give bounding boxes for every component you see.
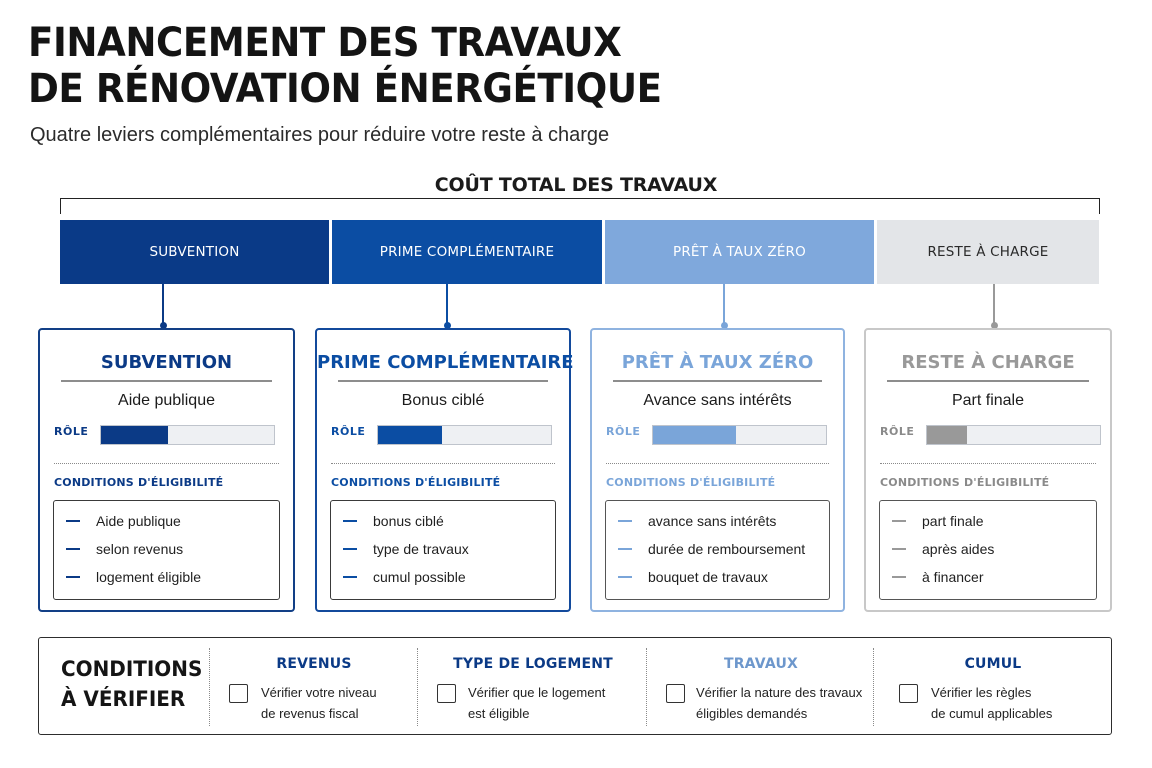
conditions-label: CONDITIONS D'ÉLIGIBILITÉ: [331, 476, 501, 489]
column-separator: [209, 648, 210, 726]
role-label: RÔLE: [880, 425, 915, 438]
card-subvention: [38, 328, 295, 612]
card-title: RESTE À CHARGE: [901, 352, 1075, 373]
check-text-logement: [468, 682, 605, 724]
condition-item: [66, 567, 201, 587]
card-title: SUBVENTION: [100, 352, 233, 373]
connector-pret: [723, 284, 725, 326]
check-column-title-cumul: CUMUL: [964, 656, 1022, 672]
dash-icon: [343, 548, 357, 550]
dash-icon: [66, 576, 80, 578]
dash-icon: [892, 520, 906, 522]
dotted-divider: [606, 463, 829, 464]
condition-text: selon revenus: [96, 541, 184, 557]
dash-icon: [618, 576, 632, 578]
conditions-label: CONDITIONS D'ÉLIGIBILITÉ: [880, 476, 1050, 489]
dash-icon: [66, 548, 80, 550]
check-text-line-2: de cumul applicables: [931, 706, 1053, 721]
role-bar-fill: [101, 426, 168, 444]
condition-item: [618, 511, 776, 531]
conditions-checklist: [38, 637, 1112, 735]
conditions-label: CONDITIONS D'ÉLIGIBILITÉ: [606, 476, 776, 489]
card-description: Aide publique: [118, 392, 215, 409]
total-cost-bracket: [60, 198, 1100, 214]
total-cost-label-wrap: [0, 174, 1152, 196]
condition-item: [66, 511, 181, 531]
condition-text: Aide publique: [96, 513, 181, 529]
page-title: [28, 20, 662, 112]
condition-item: [343, 511, 444, 531]
dash-icon: [892, 576, 906, 578]
check-text-revenus: [261, 682, 377, 724]
check-text-line-2: est éligible: [468, 706, 530, 721]
role-label: RÔLE: [54, 425, 89, 438]
condition-item: [892, 567, 983, 587]
segment-label: RESTE À CHARGE: [927, 244, 1049, 260]
condition-text: bouquet de travaux: [648, 569, 768, 585]
dotted-divider: [880, 463, 1096, 464]
card-divider: [338, 380, 548, 382]
role-bar-fill: [653, 426, 736, 444]
condition-item: [892, 511, 983, 531]
checkbox-revenus[interactable]: [229, 684, 248, 703]
conditions-label: CONDITIONS D'ÉLIGIBILITÉ: [54, 476, 224, 489]
card-divider: [613, 380, 822, 382]
card-title: PRIME COMPLÉMENTAIRE: [317, 352, 574, 373]
conditions-box: [605, 500, 830, 600]
dash-icon: [343, 520, 357, 522]
check-text-line-2: éligibles demandés: [696, 706, 808, 721]
role-label: RÔLE: [331, 425, 366, 438]
condition-item: [892, 539, 994, 559]
card-reste-a-charge: [864, 328, 1112, 612]
dash-icon: [618, 548, 632, 550]
role-bar: [926, 425, 1101, 445]
role-bar: [652, 425, 827, 445]
segment-label: PRIME COMPLÉMENTAIRE: [379, 244, 555, 260]
connector-reste: [993, 284, 995, 326]
check-column-title-travaux: TRAVAUX: [723, 656, 799, 672]
card-title: PRÊT À TAUX ZÉRO: [621, 352, 814, 373]
dash-icon: [66, 520, 80, 522]
card-description: Bonus ciblé: [401, 392, 485, 409]
check-text-line-1: Vérifier que le logement: [468, 685, 606, 700]
segment-prime-complementaire: [332, 220, 602, 284]
segment-pret-taux-zero: [605, 220, 874, 284]
checklist-title: [61, 654, 202, 714]
check-text-line-2: de revenus fiscal: [261, 706, 359, 721]
card-pret-taux-zero: [590, 328, 845, 612]
check-text-travaux: [696, 682, 862, 724]
dash-icon: [343, 576, 357, 578]
checkbox-logement[interactable]: [437, 684, 456, 703]
card-prime-complementaire: [315, 328, 574, 612]
conditions-box: [53, 500, 280, 600]
condition-text: part finale: [922, 513, 984, 529]
condition-text: durée de remboursement: [648, 541, 806, 557]
condition-text: bonus ciblé: [373, 513, 444, 529]
connector-subvention: [162, 284, 164, 326]
dash-icon: [892, 548, 906, 550]
conditions-box: [879, 500, 1097, 600]
segment-label: PRÊT À TAUX ZÉRO: [673, 244, 806, 260]
checklist-title-line-2: À VÉRIFIER: [61, 687, 186, 711]
condition-text: cumul possible: [373, 569, 466, 585]
condition-item: [343, 567, 466, 587]
column-separator: [417, 648, 418, 726]
condition-text: après aides: [922, 541, 995, 557]
segment-label: SUBVENTION: [149, 244, 240, 260]
condition-text: avance sans intérêts: [648, 513, 777, 529]
title-line-1: FINANCEMENT DES TRAVAUX: [28, 20, 622, 66]
conditions-box: [330, 500, 556, 600]
condition-item: [343, 539, 469, 559]
page-subtitle: Quatre leviers complémentaires pour réduire votre reste à charge: [30, 124, 610, 146]
card-divider: [887, 380, 1089, 382]
condition-text: type de travaux: [373, 541, 469, 557]
check-text-line-1: Vérifier la nature des travaux: [696, 685, 863, 700]
condition-text: à financer: [922, 569, 984, 585]
role-bar-fill: [927, 426, 967, 444]
check-text-line-1: Vérifier votre niveau: [261, 685, 377, 700]
card-description: Part finale: [951, 392, 1025, 409]
condition-item: [618, 539, 805, 559]
dash-icon: [618, 520, 632, 522]
segment-subvention: [60, 220, 329, 284]
checkbox-travaux[interactable]: [666, 684, 685, 703]
condition-item: [66, 539, 183, 559]
check-column-title-revenus: REVENUS: [276, 656, 352, 672]
role-bar-fill: [378, 426, 442, 444]
role-bar: [100, 425, 275, 445]
card-description: Avance sans intérêts: [643, 392, 792, 409]
title-line-2: DE RÉNOVATION ÉNERGÉTIQUE: [28, 66, 662, 112]
check-text-line-1: Vérifier les règles: [931, 685, 1032, 700]
role-label: RÔLE: [606, 425, 641, 438]
connector-prime: [446, 284, 448, 326]
dotted-divider: [54, 463, 279, 464]
total-cost-label: COÛT TOTAL DES TRAVAUX: [423, 174, 729, 196]
dotted-divider: [331, 463, 555, 464]
checklist-title-line-1: CONDITIONS: [61, 657, 203, 681]
checkbox-cumul[interactable]: [899, 684, 918, 703]
card-divider: [61, 380, 272, 382]
role-bar: [377, 425, 552, 445]
check-column-title-logement: TYPE DE LOGEMENT: [453, 656, 613, 672]
condition-text: logement éligible: [96, 569, 202, 585]
check-text-cumul: [931, 682, 1052, 724]
segment-reste-a-charge: [877, 220, 1099, 284]
condition-item: [618, 567, 768, 587]
